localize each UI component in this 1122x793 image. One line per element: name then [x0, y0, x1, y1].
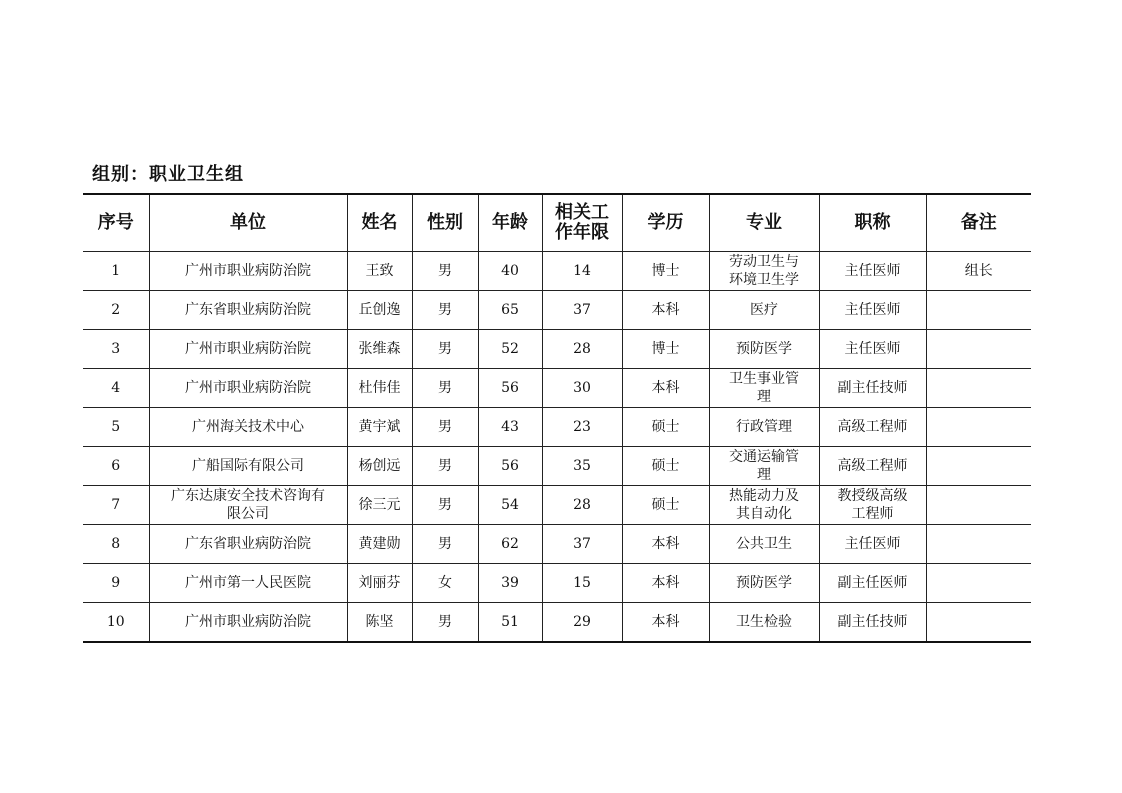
cell-age: 40: [478, 252, 542, 291]
cell-gender: 男: [412, 291, 478, 330]
cell-major: 医疗: [709, 291, 819, 330]
table-row: [83, 252, 1031, 291]
cell-gender: 男: [412, 252, 478, 291]
cell-age: 65: [478, 291, 542, 330]
cell-age: 43: [478, 408, 542, 447]
cell-education: 本科: [622, 564, 709, 603]
cell-note: [926, 408, 1031, 447]
cell-gender: 女: [412, 564, 478, 603]
header-years: 相关工 作年限: [542, 194, 622, 252]
cell-age: 56: [478, 369, 542, 408]
table-row: [83, 603, 1031, 643]
cell-note: [926, 291, 1031, 330]
cell-years: 30: [542, 369, 622, 408]
cell-note: [926, 603, 1031, 643]
cell-no: 2: [83, 291, 149, 330]
cell-education: 硕士: [622, 486, 709, 525]
cell-note: [926, 447, 1031, 486]
cell-no: 8: [83, 525, 149, 564]
cell-gender: 男: [412, 525, 478, 564]
cell-age: 62: [478, 525, 542, 564]
header-unit: 单位: [149, 194, 347, 252]
header-age: 年龄: [478, 194, 542, 252]
cell-age: 52: [478, 330, 542, 369]
cell-title: 副主任技师: [819, 369, 926, 408]
cell-note: [926, 330, 1031, 369]
cell-years: 35: [542, 447, 622, 486]
cell-education: 本科: [622, 369, 709, 408]
cell-major: 行政管理: [709, 408, 819, 447]
cell-education: 博士: [622, 330, 709, 369]
header-education: 学历: [622, 194, 709, 252]
expert-roster-table: [83, 193, 1031, 643]
header-note: 备注: [926, 194, 1031, 252]
cell-unit: 广东达康安全技术咨询有 限公司: [149, 486, 347, 525]
cell-title: 教授级高级 工程师: [819, 486, 926, 525]
cell-years: 29: [542, 603, 622, 643]
cell-name: 刘丽芬: [347, 564, 412, 603]
cell-note: 组长: [926, 252, 1031, 291]
cell-unit: 广州市职业病防治院: [149, 330, 347, 369]
cell-note: [926, 369, 1031, 408]
cell-years: 28: [542, 486, 622, 525]
cell-major: 公共卫生: [709, 525, 819, 564]
cell-age: 54: [478, 486, 542, 525]
cell-name: 杜伟佳: [347, 369, 412, 408]
cell-education: 本科: [622, 291, 709, 330]
cell-title: 高级工程师: [819, 447, 926, 486]
table-row: [83, 447, 1031, 486]
cell-age: 51: [478, 603, 542, 643]
table-row: [83, 369, 1031, 408]
table-row: [83, 564, 1031, 603]
cell-unit: 广州市第一人民医院: [149, 564, 347, 603]
cell-title: 主任医师: [819, 525, 926, 564]
cell-name: 王致: [347, 252, 412, 291]
table-row: [83, 330, 1031, 369]
cell-education: 本科: [622, 603, 709, 643]
cell-unit: 广州市职业病防治院: [149, 603, 347, 643]
cell-title: 副主任医师: [819, 564, 926, 603]
cell-no: 1: [83, 252, 149, 291]
cell-title: 副主任技师: [819, 603, 926, 643]
cell-years: 28: [542, 330, 622, 369]
header-title: 职称: [819, 194, 926, 252]
cell-name: 黄宇斌: [347, 408, 412, 447]
cell-major: 劳动卫生与 环境卫生学: [709, 252, 819, 291]
cell-education: 硕士: [622, 408, 709, 447]
cell-major: 预防医学: [709, 564, 819, 603]
cell-note: [926, 564, 1031, 603]
table-row: [83, 486, 1031, 525]
cell-unit: 广州市职业病防治院: [149, 252, 347, 291]
header-row: [83, 194, 1031, 252]
cell-gender: 男: [412, 369, 478, 408]
cell-note: [926, 486, 1031, 525]
cell-name: 丘创逸: [347, 291, 412, 330]
header-major: 专业: [709, 194, 819, 252]
cell-name: 陈坚: [347, 603, 412, 643]
cell-title: 主任医师: [819, 330, 926, 369]
cell-gender: 男: [412, 447, 478, 486]
cell-unit: 广东省职业病防治院: [149, 291, 347, 330]
cell-name: 张维森: [347, 330, 412, 369]
cell-no: 4: [83, 369, 149, 408]
cell-gender: 男: [412, 486, 478, 525]
cell-age: 39: [478, 564, 542, 603]
header-gender: 性别: [412, 194, 478, 252]
cell-major: 卫生事业管 理: [709, 369, 819, 408]
cell-years: 15: [542, 564, 622, 603]
cell-gender: 男: [412, 330, 478, 369]
cell-no: 3: [83, 330, 149, 369]
cell-gender: 男: [412, 603, 478, 643]
cell-unit: 广州市职业病防治院: [149, 369, 347, 408]
header-no: 序号: [83, 194, 149, 252]
cell-major: 预防医学: [709, 330, 819, 369]
cell-major: 热能动力及 其自动化: [709, 486, 819, 525]
table-row: [83, 291, 1031, 330]
cell-years: 37: [542, 291, 622, 330]
cell-no: 7: [83, 486, 149, 525]
table-row: [83, 408, 1031, 447]
cell-major: 卫生检验: [709, 603, 819, 643]
cell-major: 交通运输管 理: [709, 447, 819, 486]
cell-no: 10: [83, 603, 149, 643]
cell-age: 56: [478, 447, 542, 486]
cell-title: 高级工程师: [819, 408, 926, 447]
cell-unit: 广东省职业病防治院: [149, 525, 347, 564]
cell-education: 本科: [622, 525, 709, 564]
group-title: 组别：职业卫生组: [92, 164, 244, 185]
cell-name: 杨创远: [347, 447, 412, 486]
cell-no: 6: [83, 447, 149, 486]
cell-education: 硕士: [622, 447, 709, 486]
cell-title: 主任医师: [819, 252, 926, 291]
cell-no: 5: [83, 408, 149, 447]
cell-name: 徐三元: [347, 486, 412, 525]
cell-title: 主任医师: [819, 291, 926, 330]
cell-note: [926, 525, 1031, 564]
table-row: [83, 525, 1031, 564]
cell-years: 23: [542, 408, 622, 447]
cell-unit: 广船国际有限公司: [149, 447, 347, 486]
cell-education: 博士: [622, 252, 709, 291]
header-name: 姓名: [347, 194, 412, 252]
cell-years: 37: [542, 525, 622, 564]
cell-unit: 广州海关技术中心: [149, 408, 347, 447]
cell-name: 黄建勋: [347, 525, 412, 564]
cell-years: 14: [542, 252, 622, 291]
cell-no: 9: [83, 564, 149, 603]
cell-gender: 男: [412, 408, 478, 447]
